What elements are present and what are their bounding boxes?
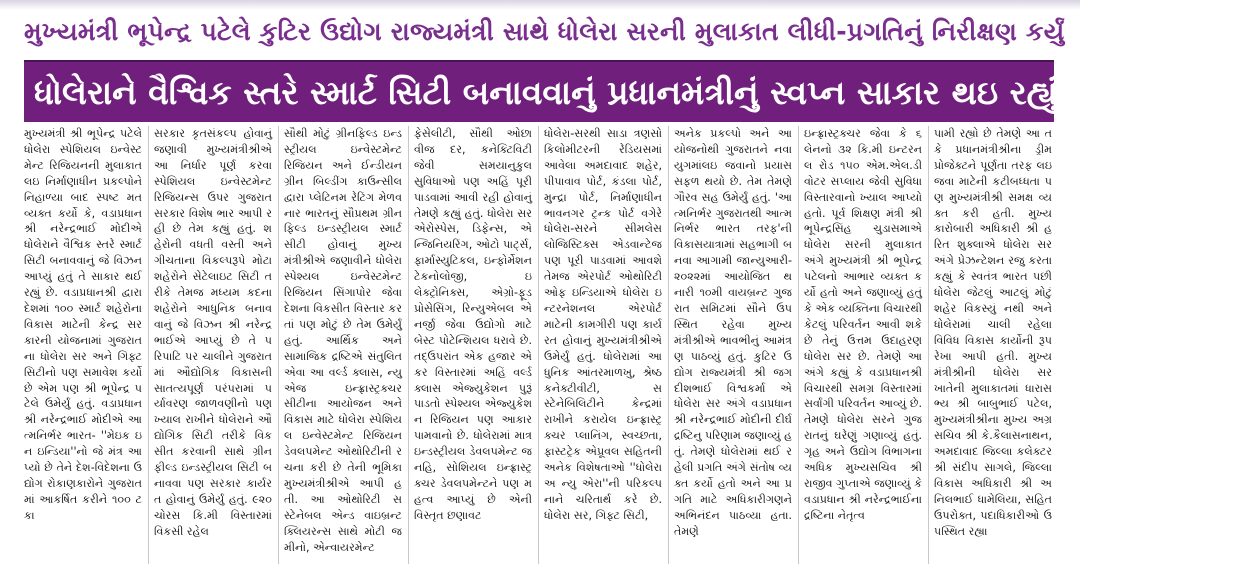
column-divider [668,126,669,564]
column-divider [538,126,539,564]
article-column-5: ધોલેરા-સરથી સાડા ત્રણસો કિલોમીટરની રેડિયસમાં આવેલા અમદાવાદ શહેર, પીપાવાવ પોર્ટ, કંડલા પોર્ટ, મુન્દ્રા પોર્ટ, નિર્માણાધીન ભાવનગર ટ્રન્ક પોર્ટ વગેરે ધોલેરા-સરને સીમલેસ લોજિસ્ટિક્સ એડવાન્ટેજ પણ પૂરી પાડવામાં આવશે તેમજ એરપોર્ટ ઓથોરિટી ઓફ ઇન્ડિયાએ ધોલેરા ઇન્ટરનેશનલ એરપોર્ટ માટેની કામગીરી પણ કાર્યરત હોવાનું મુખ્યમંત્રીશ્રીએ ઉમેર્યું હતું. ધોલેરામાં આધુનિક આંતરમાળખુ, શ્રેષ્ઠ કનેક્ટીવીટી, સસ્ટેનેબિલિટીને કેન્દ્રમાં રાખીને કરાયેલ ઇન્ફ્રાસ્ટ્રક્ચર પ્લાનિંગ, સ્વચ્છતા, ફાસ્ટટ્રેક એપ્રૂવલ સહિતની અનેક વિશેષતાઓ ''ધોલેરા અ ન્યુ એરા''ની પરિકલ્પનાને ચરિતાર્થ કરે છે. ધોલેરા સર, ગિફ્ટ સિટી, [544,127,662,522]
column-divider [278,126,279,564]
article-column-4: ફેસેલીટી, સૌથી ઓછા વીજ દર, કનેક્ટિવિટી જેવી સમયાનુકુલ સુવિધાઓ પણ અહિં પૂરી પાડવામાં આવી રહી હોવાનું તેમણે કહ્યું હતું. ધોલેરા સર એરોસ્પેસ, ડિફેન્સ, એન્જિનિયરિંગ, ઓટો પાર્ટ્સ, ફાર્માસ્યુટિકલ, ઇન્ફોર્મેશન ટેકનોલોજી, ઇલેક્ટ્રોનિક્સ, એગ્રો-ફૂડ પ્રોસેસિંગ, રિન્યુએબલ એનર્જી જેવા ઉદ્યોગો માટે બેસ્ટ પોટેન્શિયલ ધરાવે છે. તદ્ઉપરાંત એક હજાર એકર વિસ્તારમાં અહિં વર્લ્ડ ક્લાસ એજ્યુકેશન પુરૂં પાડતો સ્પેશ્યલ એજ્યુકેશન રિજિયન પણ આકાર પામવાનો છે. ધોલેરામાં માત્ર ઇન્ડસ્ટ્રીયલ ડેવલપમેન્ટ જ નહિ, સોશિયલ ઇન્ફ્રાસ્ટ્રક્ચર ડેવલપમેન્ટને પણ મહત્વ આપ્યું છે એની વિસ્તૃત છણાવટ [414,127,532,522]
article-column-2: સરકાર કૃતસંકલ્પ હોવાનું જણાવી મુખ્યમંત્રીશ્રીએ આ નિર્ધાર પૂર્ણ કરવા સ્પેશિયલ ઇન્વેસ્ટમેન્ટ રિજિયન્સ ઉપર ગુજરાત સરકાર વિશેષ ભાર આપી રહી છે તેમ કહ્યું હતું. શહેરોની વધતી વસ્તી અને ગીચતાના વિકલ્પરૂપે મોટા શહેરોને સેટેલાઇટ સિટી તરીકે તેમજ મધ્યમ કદના શહેરોને આધુનિક બનાવવાનું જે વિઝન શ્રી નરેન્દ્રભાઈએ આપ્યું છે તે પરિપાટિ પર ચાલીને ગુજરાતમાં ઔદ્યોગિક વિકાસની સાતત્યપૂર્ણ પરંપરામાં પર્યાવરણ જાળવણીનો પણ ખ્યાલ રાખીને ધોલેરાને ઔદ્યોગિક સિટી તરીકે વિકસીત કરવાની સાથે ગ્રીન ફીલ્ડ ઇન્ડસ્ટ્રીયલ સિટી બનાવવા પણ સરકાર કાર્યરત હોવાનું ઉમેર્યું હતું. ૯૨૦ ચોરસ કિ.મી વિસ્તારમાં વિકસી રહેલ [154,127,272,538]
article-column-6: અનેક પ્રકલ્પો અને આયોજનોથી ગુજરાતને નવા યુગમાંલઇ જવાનો પ્રયાસ સફળ થયો છે. તેમ તેમણે ગૌરવ સહ ઉમેર્યું હતું. 'આત્મનિર્ભર ગુજરાતથી આત્મનિર્ભર ભારત તરફ'ની વિકાસયાત્રામાં સહભાગી બનવા આગામી જાન્યુઆરી-૨૦૨૨માં આયોજિત થનારી ૧૦મી વાયબ્રન્ટ ગુજરાત સમિટમાં સૌને ઉપસ્થિત રહેવા મુખ્યમંત્રીશ્રીએ ભાવભીનું આમંત્રણ પાઠવ્યું હતું. કુટિર ઉદ્યોગ રાજ્યમંત્રી શ્રી જગદીશભાઈ વિશ્વકર્મા એ ધોલેરા સર અંગે વડાપ્રધાન શ્રી નરેન્દ્રભાઈ મોદીની દીર્ઘદ્રષ્ટિનુ પરિણામ જણાવ્યું હતું. તેમણે ધોલેરામાં થઈ રહેલી પ્રગતિ અંગે સંતોષ વ્યક્ત કર્યો હતો અને આ પ્રગતિ માટે અધિકારીગણને અભિનંદન પાઠવ્યા હતા. તેમણે [674,127,792,538]
column-divider [408,126,409,564]
main-headline-banner [24,60,1254,122]
main-headline: ધોલેરાને વૈશ્વિક સ્તરે સ્માર્ટ સિટી બનાવવાનું પ્રધાનમંત્રીનું સ્વપ્ન સાકાર થઇ રહ્યું છે : મુખ્યમંત્રી [34,73,1254,112]
sub-headline: મુખ્યમંત્રી ભૂપેન્દ્ર પટેલે કુટિર ઉદ્યોગ રાજ્યમંત્રી સાથે ધોલેરા સરની મુલાકાત લીધી-પ્રગતિનું નિરીક્ષણ કર્યું [24,17,1065,46]
article-column-7: ઇન્ફ્રાસ્ટ્રક્ચર જેવા કે ૬ લેનનો ૩૨ કિ.મી ઇન્ટરનલ રોડ ૧૫૦ એમ.એલ.ડી વોટર સપ્લાય જેવી સુવિધા વિસ્તારવાનો ખ્યાલ આપ્યો હતો. પૂર્વ શિક્ષણ મંત્રી શ્રી ભૂપેન્દ્રસિંહ ચુડાસમાએ ધોલેરા સરની મુલાકાત અંગે મુખ્યમંત્રી શ્રી ભૂપેન્દ્ર પટેલનો આભાર વ્યક્ત કર્યો હતો અને જણાવ્યું હતું કે એક વ્યક્તિના વિચારથી કેટલું પરિવર્તન આવી શકે છે તેનું ઉત્તમ ઉદાહરણ ધોલેરા સર છે. તેમણે આ અંગે કહ્યું કે વડાપ્રધાનશ્રી વિચારથી સમગ્ર વિસ્તારમાં સર્વાંગી પરિવર્તન આવ્યું છે. તેમણે ધોલેરા સરને ગુજરાતનું ઘરેણું ગણાવ્યું હતું. ગૃહ અને ઉદ્યોગ વિભાગના અધિક મુખ્યસચિવ શ્રી રાજીવ ગુપ્તાએ જણાવ્યું કે વડાપ્રધાન શ્રી નરેન્દ્રભાઈના દ્રષ્ટિના નેતૃત્વ [804,127,922,522]
column-divider [928,126,929,564]
column-divider [148,126,149,564]
article-body [24,126,1054,564]
column-divider [798,126,799,564]
top-strip [0,0,1080,10]
article-column-1: મુખ્યમંત્રી શ્રી ભૂપેન્દ્ર પટેલે ધોલેરા સ્પેશિયલ ઇન્વેસ્ટમેન્ટ રિજિયનની મુલાકાત લઇ નિર્માણાધીન પ્રકલ્પોને નિહાળ્યા બાદ સ્પષ્ટ મત વ્યક્ત કર્યો કે, વડાપ્રધાન શ્રી નરેન્દ્રભાઈ મોદીએ ધોલેરાને વૈશ્વિક સ્તરે સ્માર્ટ સિટી બનાવવાનું જે વિઝન આપ્યું હતું તે સાકાર થઈ રહ્યું છે. વડાપ્રધાનશ્રી દ્વારા દેશમાં ૧૦૦ સ્માર્ટ શહેરોના વિકાસ માટેની કેન્દ્ર સરકારની યોજનામાં ગુજરાતના ધોલેરા સર અને ગિફ્ટ સિટીનો પણ સમાવેશ કર્યો છે એમ પણ શ્રી ભૂપેન્દ્ર પટેલે ઉમેર્યું હતું. વડાપ્રધાન શ્રી નરેન્દ્રભાઈ મોદીએ આત્મનિર્ભર ભારત- ''મેઇક ઇન ઇન્ડિયા''નો જે મંત્ર આપ્યો છે તેને દેશ-વિદેશના ઉદ્યોગ રોકાણકારોને ગુજરાતમાં આકર્ષિત કરીને ૧૦૦ ટકા [24,127,142,522]
article-column-3: સૌથી મોટું ગ્રીનફિલ્ડ ઇન્ડસ્ટ્રીયલ ઇન્વેસ્ટમેન્ટ રિજિયન અને ઈન્ડીયન ગ્રીન બિલ્ડીંગ કાઉન્સીલ દ્વારા પ્લેટિનમ રેટિંગ મેળવનાર ભારતનું સૌપ્રથમ ગ્રીનફિલ્ડ ઇન્ડસ્ટ્રીયલ સ્માર્ટસીટી હોવાનું મુખ્યમંત્રીશ્રીએ જણાવીને ધોલેરા સ્પેશ્યલ ઇન્વેસ્ટમેન્ટ રિજિયન સિંગાપોર જેવા દેશના વિકસીત વિસ્તાર કરતાં પણ મોટું છે તેમ ઉમેર્યું હતું. આર્થિક અને સામાજિક દ્રષ્ટિએ સંતુલિત એવા આ વર્લ્ડ ક્લાસ, ન્યુ એજ ઇન્ફ્રાસ્ટ્રક્ચર સીટીના આયોજન અને વિકાસ માટે ધોલેરા સ્પેશિયલ ઇન્વેસ્ટમેન્ટ રિજિયન ડેવલપમેન્ટ ઓથોરિટીની રચના કરી છે તેની ભૂમિકા મુખ્યમંત્રીશ્રીએ આપી હતી. આ ઓથોરિટી સસ્ટેનેબલ એન્ડ વાઇબ્રન્ટ ક્લિયરન્સ સાથે મોટી જમીનો, એન્વાયરમેન્ટ [284,127,402,554]
article-column-8: પામી રહ્યો છે તેમણે આ તકે પ્રધાનમંત્રીશ્રીના ડ્રીમ પ્રોજેક્ટને પૂર્ણતા તરફ લઇ જવા માટેની કટીબધ્ધતા પણ મુખ્યમંત્રીશ્રી સમક્ષ વ્યક્ત કરી હતી. મુખ્ય કારોબારી અધિકારી શ્રી હરિત શુક્લાએ ધોલેરા સર અંગે પ્રેઝન્ટેશન રજુ કરતા કહ્યું કે સ્વતંત્ર ભારત પછી ધોલેરા જેટલું આટલું મોટું શહેર વિકસ્યું નથી અને ધોલેરામાં ચાલી રહેલા વિવિધ વિકાસ કાર્યોની રૂપરેખા આપી હતી. મુખ્યમંત્રીશ્રીની ધોલેરા સર ખાતેની મુલાકાતમાં ધારાસભ્ય શ્રી બાબુભાઈ પટેલ, મુખ્યમંત્રીશ્રીના મુખ્ય અગ્ર સચિવ શ્રી કે.કૈલાસનાથન, અમદાવાદ જિલ્લા કલેક્ટર શ્રી સંદીપ સાગલે, જિલ્લા વિકાસ અધિકારી શ્રી અનિલભાઈ ધામેલિયા, સહિત ઉપરોક્ત, પદાધિકારીઓ ઉપસ્થિત રહ્યા [934,127,1052,538]
